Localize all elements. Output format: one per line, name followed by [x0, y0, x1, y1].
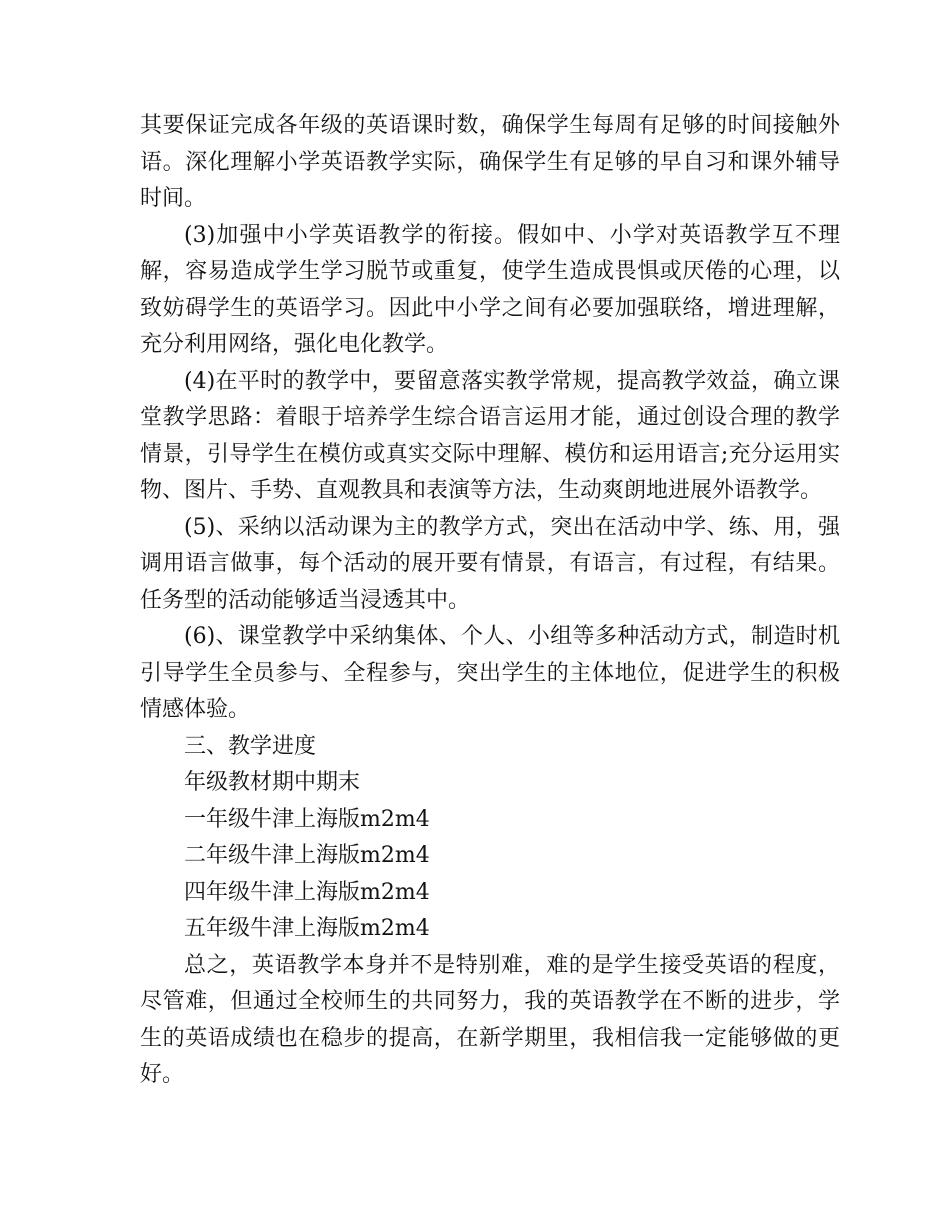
paragraph-3: (4)在平时的教学中，要留意落实教学常规，提高教学效益，确立课堂教学思路：着眼于培养学生综合语言运用才能，通过创设合理的教学情景，引导学生在模仿或真实交际中理解、模仿和运用语言;充分运用实物、图片、手势、直观教具和表演等方法，生动爽朗地进展外语教学。 [140, 368, 840, 503]
section-heading: 三、教学进度 [184, 733, 317, 759]
paragraph-2: (3)加强中小学英语教学的衔接。假如中、小学对英语教学互不理解，容易造成学生学习脱节或重复，使学生造成畏惧或厌倦的心理，以致妨碍学生的英语学习。因此中小学之间有必要加强联络，增进理解，充分利用网络，强化电化教学。 [140, 222, 840, 357]
progress-row-grade-5: 五年级牛津上海版m2m4 [184, 916, 430, 941]
document-body [140, 108, 840, 1094]
paragraph-1: 其要保证完成各年级的英语课时数，确保学生每周有足够的时间接触外语。深化理解小学英语教学实际，确保学生有足够的早自习和课外辅导时间。 [140, 113, 840, 211]
progress-row-grade-4: 四年级牛津上海版m2m4 [184, 879, 430, 905]
progress-row-grade-1: 一年级牛津上海版m2m4 [184, 806, 430, 832]
paragraph-4: (5)、采纳以活动课为主的教学方式，突出在活动中学、练、用，强调用语言做事，每个活动的展开要有情景，有语言，有过程，有结果。任务型的活动能够适当浸透其中。 [140, 514, 840, 613]
progress-row-grade-2: 二年级牛津上海版m2m4 [184, 843, 430, 868]
conclusion-paragraph: 总之，英语教学本身并不是特别难，难的是学生接受英语的程度，尽管难，但通过全校师生的共同努力，我的英语教学在不断的进步，学生的英语成绩也在稳步的提高，在新学期里，我相信我一定能够做的更好。 [140, 952, 840, 1087]
progress-table-header: 年级教材期中期末 [184, 770, 361, 795]
paragraph-5: (6)、课堂教学中采纳集体、个人、小组等多种活动方式，制造时机引导学生全员参与、全程参与，突出学生的主体地位，促进学生的积极情感体验。 [140, 624, 840, 722]
